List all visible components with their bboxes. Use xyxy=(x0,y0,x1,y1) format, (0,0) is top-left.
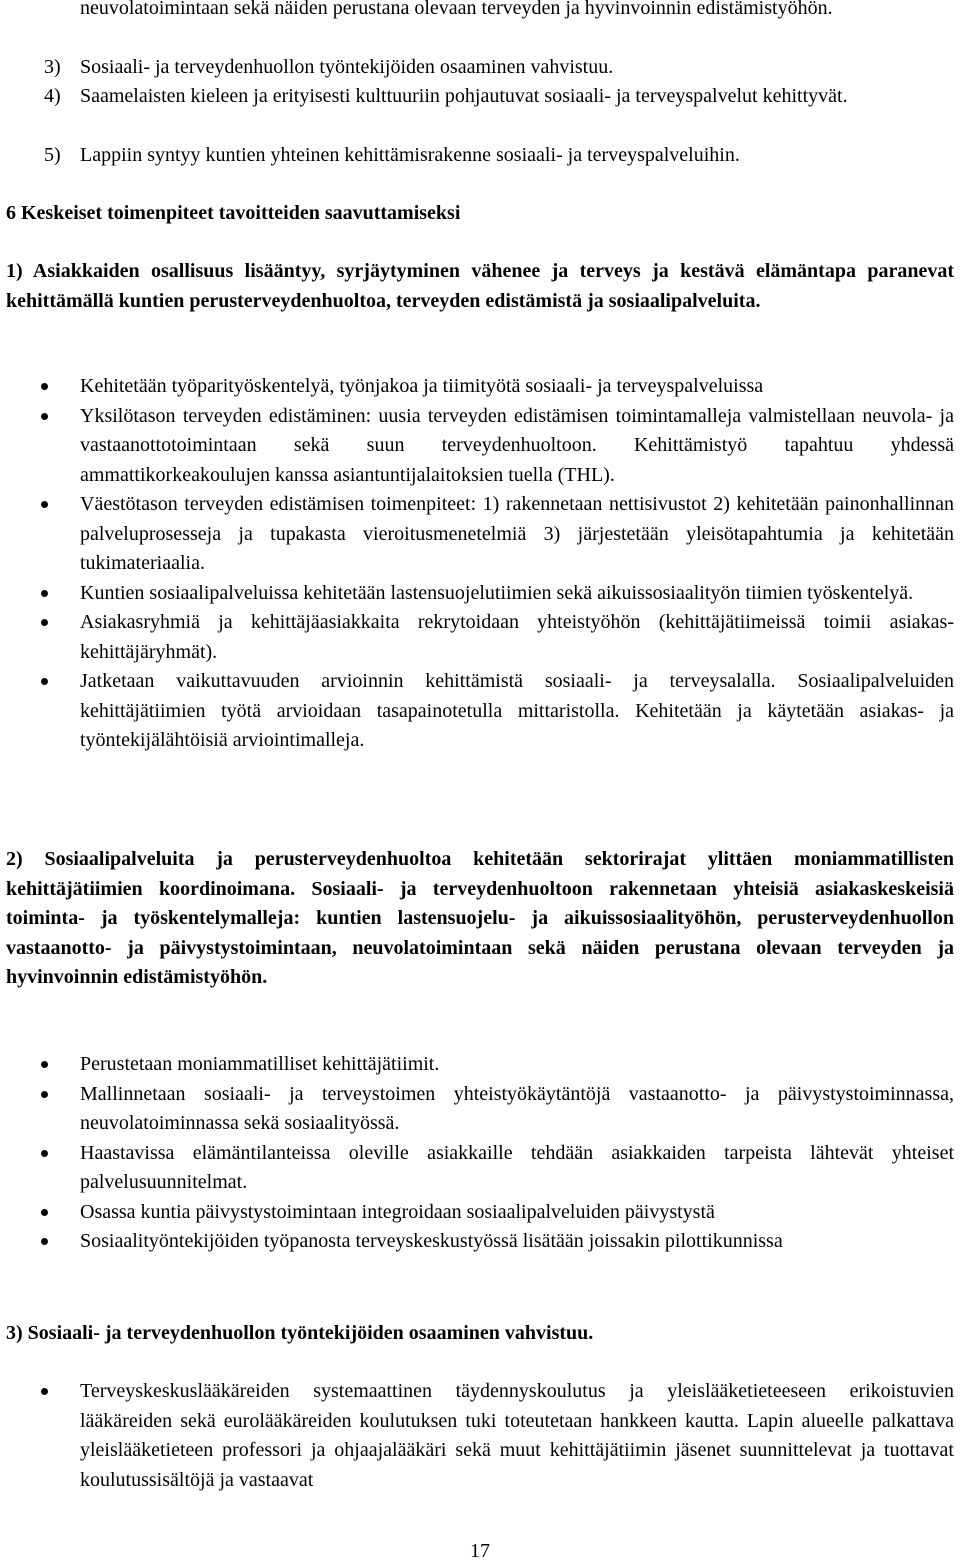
bullet-icon xyxy=(41,619,48,626)
goal-3-bullet-list xyxy=(0,1377,954,1495)
list-item xyxy=(0,402,954,491)
list-item xyxy=(0,490,954,579)
list-item-text: Väestötason terveyden edistämisen toimenpiteet: 1) rakennetaan nettisivustot 2) kehitetään painonhallinnan palveluprosesseja ja tupakasta vieroitusmenetelmiä 3) järjestetään yleisötapahtumia ja kehitetään tukimateriaalia. xyxy=(80,493,954,574)
goal-1-heading: 1) Asiakkaiden osallisuus lisääntyy, syrjäytyminen vähenee ja terveys ja kestävä elämäntapa paranevat kehittämällä kuntien perusterveydenhuoltoa, terveyden edistämistä ja sosiaalipalveluita. xyxy=(6,260,954,312)
list-item xyxy=(0,1050,954,1080)
bullet-icon xyxy=(41,1150,48,1157)
bullet-icon xyxy=(41,678,48,685)
list-item xyxy=(0,1377,954,1495)
list-item-text: Kehitetään työparityöskentelyä, työnjakoa ja tiimityötä sosiaali- ja terveyspalveluissa xyxy=(80,375,764,397)
section-heading: 6 Keskeiset toimenpiteet tavoitteiden saavuttamiseksi xyxy=(6,202,461,224)
bullet-icon xyxy=(41,1238,48,1245)
list-item-3 xyxy=(44,53,954,83)
list-item xyxy=(0,1139,954,1198)
list-item-number: 4) xyxy=(44,85,61,107)
bullet-icon xyxy=(41,1209,48,1216)
list-item xyxy=(0,667,954,756)
list-item-text: Jatketaan vaikuttavuuden arvioinnin kehittämistä sosiaali- ja terveysalalla. Sosiaalipalveluiden kehittäjätiimien työtä arvioidaan tasapainotetulla mittaristolla. Kehitetään ja käytetään asiakas- ja työntekijälähtöisiä arviointimalleja. xyxy=(80,670,954,751)
bullet-icon xyxy=(41,1061,48,1068)
list-item-text: Sosiaalityöntekijöiden työpanosta terveyskeskustyössä lisätään joissakin pilottikunnissa xyxy=(80,1230,783,1252)
list-item xyxy=(0,1080,954,1139)
list-item-4 xyxy=(44,82,954,112)
bullet-icon xyxy=(41,1388,48,1395)
list-item-text: Yksilötason terveyden edistäminen: uusia terveyden edistämisen toimintamalleja valmistellaan neuvola- ja vastaanottotoimintaan sekä suun terveydenhuoltoon. Kehittämistyö tapahtuu yhdessä ammattikorkeakoulujen kanssa asiantuntijalaitoksien tuella (THL). xyxy=(80,404,954,486)
list-item-text: Asiakasryhmiä ja kehittäjäasiakkaita rekrytoidaan yhteistyöhön (kehittäjätiimeissä toimii asiakas-kehittäjäryhmät). xyxy=(80,611,954,663)
list-item-number: 5) xyxy=(44,144,61,166)
list-item-text: Mallinnetaan sosiaali- ja terveystoimen yhteistyökäytäntöjä vastaanotto- ja päivystystoiminnassa, neuvolatoiminnassa sekä sosiaalityössä. xyxy=(80,1082,954,1134)
list-item xyxy=(0,1198,954,1228)
list-item xyxy=(0,608,954,667)
bullet-icon xyxy=(41,413,48,420)
goal-2-bullet-list xyxy=(0,1050,954,1257)
list-item-text: Haastavissa elämäntilanteissa oleville asiakkaille tehdään asiakkaiden tarpeista lähtevät yhteiset palvelusuunnitelmat. xyxy=(80,1141,954,1193)
list-item-continuation xyxy=(44,0,954,24)
list-item xyxy=(0,579,954,609)
goal-3-heading: 3) Sosiaali- ja terveydenhuollon työntekijöiden osaaminen vahvistuu. xyxy=(6,1322,594,1344)
list-item-text: neuvolatoimintaan sekä näiden perustana olevaan terveyden ja hyvinvoinnin edistämistyöhön. xyxy=(80,0,833,19)
list-item xyxy=(0,1227,954,1257)
list-item-text: Kuntien sosiaalipalveluissa kehitetään lastensuojelutiimien sekä aikuissosiaalityön tiimien työskentelyä. xyxy=(80,581,914,604)
list-item xyxy=(0,372,954,402)
list-item-text: Sosiaali- ja terveydenhuollon työntekijöiden osaaminen vahvistuu. xyxy=(80,56,614,78)
bullet-icon xyxy=(41,590,48,597)
bullet-icon xyxy=(41,1091,48,1098)
bullet-icon xyxy=(41,383,48,390)
list-item-text: Saamelaisten kieleen ja erityisesti kulttuuriin pohjautuvat sosiaali- ja terveyspalvelut kehittyvät. xyxy=(80,85,848,107)
list-item-text: Perustetaan moniammatilliset kehittäjätiimit. xyxy=(80,1053,440,1075)
list-item-number: 3) xyxy=(44,56,61,78)
list-item-text: Lappiin syntyy kuntien yhteinen kehittämisrakenne sosiaali- ja terveyspalveluihin. xyxy=(80,144,740,166)
goal-2-heading: 2) Sosiaalipalveluita ja perusterveydenhuoltoa kehitetään sektorirajat ylittäen moniammatillisten kehittäjätiimien koordinoimana. Sosiaali- ja terveydenhuoltoon rakennetaan yhteisiä asiakaskeskeisiä toiminta- ja työskentelymalleja: kuntien lastensuojelu- ja aikuissosiaalityöhön, perusterveydenhuollon vastaanotto- ja päivystystoimintaan, neuvolatoimintaan sekä näiden perustana olevaan terveyden ja hyvinvoinnin edistämistyöhön. xyxy=(6,848,954,988)
page-number: 17 xyxy=(470,1540,490,1562)
goal-1-bullet-list xyxy=(0,372,954,756)
list-item-5 xyxy=(44,141,954,171)
bullet-icon xyxy=(41,501,48,508)
list-item-text: Terveyskeskuslääkäreiden systemaattinen täydennyskoulutus ja yleislääketieteeseen erikoistuvien lääkäreiden sekä eurolääkäreiden koulutuksen tuki toteutetaan hankkeen kautta. Lapin alueelle palkattava yleislääketieteen professori ja ohjaajalääkäri sekä muut kehittäjätiimin jäsenet suunnittelevat ja tuottavat koulutussisältöjä ja vastaavat xyxy=(80,1380,954,1491)
list-item-text: Osassa kuntia päivystystoimintaan integroidaan sosiaalipalveluiden päivystystä xyxy=(80,1200,715,1223)
